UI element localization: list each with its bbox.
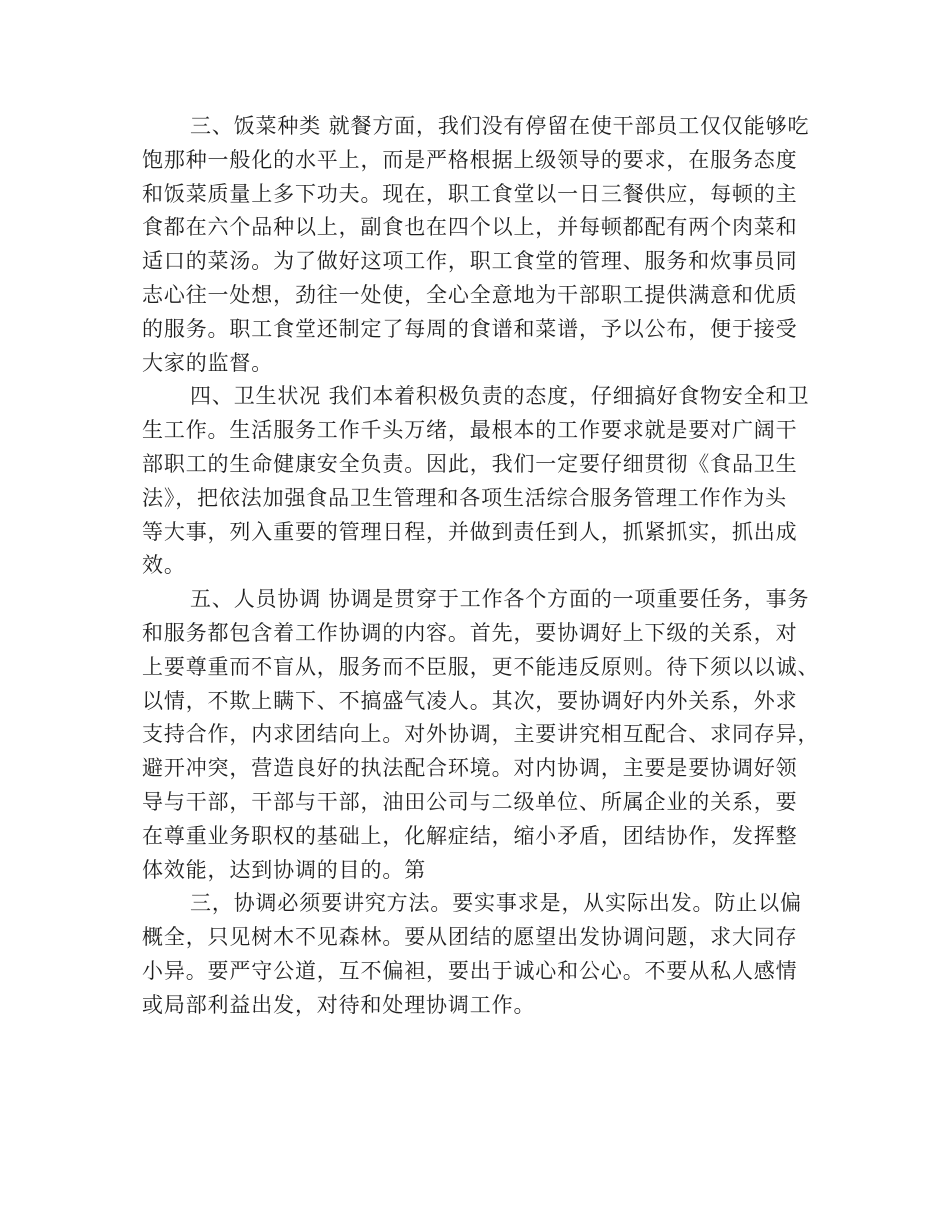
paragraph-hygiene xyxy=(142,380,810,583)
text-line: 上要尊重而不盲从，服务而不臣服，更不能违反原则。待下须以以诚、 xyxy=(142,654,820,679)
document-body xyxy=(142,110,820,1023)
text-line: 五、人员协调 协调是贯穿于工作各个方面的一项重要任务，事务 xyxy=(190,587,810,612)
paragraph-coordination-method xyxy=(142,887,810,1022)
paragraph-coordination xyxy=(142,583,820,887)
text-line: 体效能，达到协调的目的。第 xyxy=(142,857,427,882)
text-line: 支持合作，内求团结向上。对外协调，主要讲究相互配合、求同存异， xyxy=(142,722,820,747)
text-line: 避开冲突，营造良好的执法配合环境。对内协调，主要是要协调好领 xyxy=(142,756,798,781)
text-line: 三，协调必须要讲究方法。要实事求是，从实际出发。防止以偏 xyxy=(190,891,802,916)
text-line: 适口的菜汤。为了做好这项工作，职工食堂的管理、服务和炊事员同 xyxy=(142,249,798,274)
text-line: 食都在六个品种以上，副食也在四个以上，并每顿都配有两个肉菜和 xyxy=(142,215,798,240)
text-line: 部职工的生命健康安全负责。因此，我们一定要仔细贯彻《食品卫生 xyxy=(142,451,798,476)
text-line: 四、卫生状况 我们本着积极负责的态度，仔细搞好食物安全和卫 xyxy=(190,384,810,409)
text-line: 导与干部，干部与干部，油田公司与二级单位、所属企业的关系，要 xyxy=(142,789,798,814)
text-line: 的服务。职工食堂还制定了每周的食谱和菜谱，予以公布，便于接受 xyxy=(142,316,798,341)
text-line: 法》，把依法加强食品卫生管理和各项生活综合服务管理工作作为头 xyxy=(142,485,787,510)
text-line: 等大事，列入重要的管理日程，并做到责任到人，抓紧抓实，抓出成 xyxy=(142,519,798,544)
text-line: 效。 xyxy=(142,553,186,578)
paragraph-meal-variety xyxy=(142,110,810,380)
text-line: 大家的监督。 xyxy=(142,350,274,375)
text-line: 饱那种一般化的水平上，而是严格根据上级领导的要求，在服务态度 xyxy=(142,147,798,172)
text-line: 在尊重业务职权的基础上，化解症结，缩小矛盾，团结协作，发挥整 xyxy=(142,823,798,848)
text-line: 生工作。生活服务工作千头万绪，最根本的工作要求就是要对广阔干 xyxy=(142,418,798,443)
text-line: 概全，只见树木不见森林。要从团结的愿望出发协调问题，求大同存 xyxy=(142,925,798,950)
text-line: 以情，不欺上瞒下、不搞盛气凌人。其次，要协调好内外关系，外求 xyxy=(142,688,798,713)
text-line: 小异。要严守公道，互不偏袒，要出于诚心和公心。不要从私人感情 xyxy=(142,958,798,983)
text-line: 三、饭菜种类 就餐方面，我们没有停留在使干部员工仅仅能够吃 xyxy=(190,114,810,138)
text-line: 或局部利益出发，对待和处理协调工作。 xyxy=(142,992,536,1017)
text-line: 和服务都包含着工作协调的内容。首先，要协调好上下级的关系，对 xyxy=(142,620,798,645)
text-line: 志心往一处想，劲往一处使，全心全意地为干部职工提供满意和优质 xyxy=(142,282,798,307)
text-line: 和饭菜质量上多下功夫。现在，职工食堂以一日三餐供应，每顿的主 xyxy=(142,181,798,206)
